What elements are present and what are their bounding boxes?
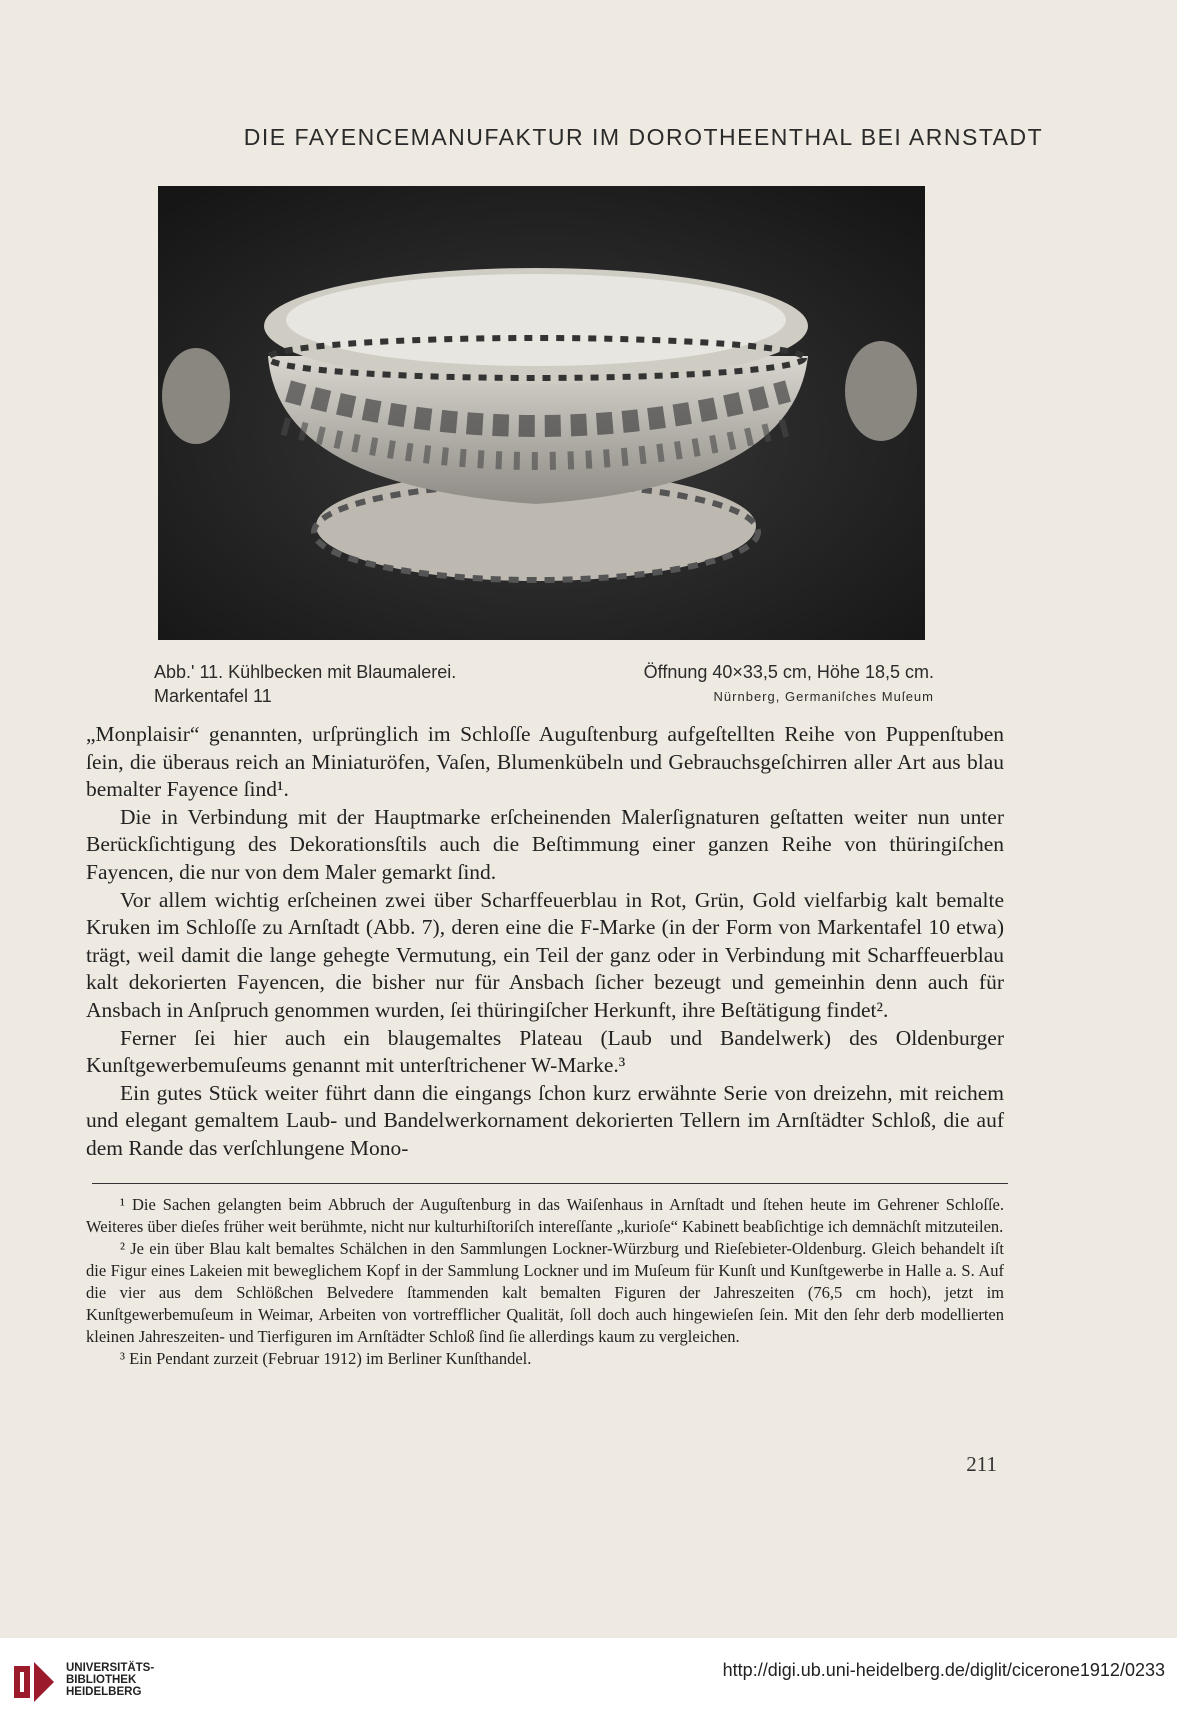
footnote: ³ Ein Pendant zurzeit (Februar 1912) im Berliner Kunſthandel.: [120, 1349, 532, 1368]
figure-location: Nürnberg, Germaniſches Muſeum: [713, 689, 934, 704]
figure-plate-reference: Markentafel 11: [154, 686, 272, 706]
figure-photo-cooling-basin: [158, 186, 925, 640]
figure-caption-title: Abb.' 11. Kühlbecken mit Blaumalerei.: [154, 662, 457, 682]
figure-caption: [154, 662, 934, 683]
faience-basin-illustration: [158, 186, 925, 640]
university-library-logo-icon: [10, 1658, 58, 1710]
figure-caption-dimensions: Öffnung 40×33,5 cm, Höhe 18,5 cm.: [643, 662, 934, 682]
footnotes: [86, 1194, 1004, 1370]
library-name: UNIVERSITÄTS- BIBLIOTHEK HEIDELBERG: [66, 1662, 155, 1698]
footnote: ² Je ein über Blau kalt bemaltes Schälchen in den Sammlungen Lockner-Würzburg und Rieſebieter-Oldenburg. Gleich behandelt iſt die Figur eines Lakeien mit beweglichem Kopf in der Sammlung Lockner und im Muſeum für Kunſt und Kunſtgewerbe in Halle a. S. Auf die vier aus dem Schlößchen Belvedere ſtammenden kalt bemalten Figuren der Jahreszeiten (76,5 cm hoch), jetzt im Kunſtgewerbemuſeum in Weimar, Arbeiten von vortrefflicher Qualität, ſoll doch auch hingewieſen ſein. Mit den ſehr derb modellierten kleinen Jahreszeiten- und Tierfiguren im Arnſtädter Schloß ſind ſie allerdings kaum zu vergleichen.: [86, 1239, 1004, 1346]
paragraph: Vor allem wichtig erſcheinen zwei über Scharffeuerblau in Rot, Grün, Gold vielfarbig kalt bemalte Kruken im Schloſſe zu Arnſtadt (Abb. 7), deren eine die F-Marke (in der Form von Markentafel 10 etwa) trägt, weil damit die lange gehegte Vermutung, ein Teil der ganz oder in Verbindung mit Scharffeuerblau kalt dekorierten Fayencen, die bisher nur für Ansbach ſicher bezeugt und gemeinhin denn auch für Ansbach in Anſpruch genommen wurden, ſei thüringiſcher Herkunft, ihre Beſtätigung findet².: [86, 887, 1004, 1022]
footnote: ¹ Die Sachen gelangten beim Abbruch der Auguſtenburg in das Waiſenhaus in Arnſtadt und ſtehen heute im Gehrener Schloſſe. Weiteres über dieſes früher weit berühmte, nicht nur kulturhiſtoriſch intereſſante „kurioſe“ Kabinett beabſichtige ich demnächſt mitzuteilen.: [86, 1195, 1004, 1236]
figure-caption-second-line: [154, 686, 934, 707]
running-header: DIE FAYENCEMANUFAKTUR IM DOROTHEENTHAL BEI ARNSTADT: [243, 124, 1044, 150]
paragraph: Die in Verbindung mit der Hauptmarke erſcheinenden Malerſignaturen geſtatten weiter nun unter Berückſichtigung des Dekorationsſtils auch die Beſtimmung einer ganzen Reihe von thüringiſchen Fayencen, die nur von dem Maler gemarkt ſind.: [86, 804, 1004, 884]
footnote-divider: [92, 1183, 1008, 1184]
paragraph: „Monplaisir“ genannten, urſprünglich im Schloſſe Auguſtenburg aufgeſtellten Reihe von Puppenſtuben ſein, die überaus reich an Miniaturöfen, Vaſen, Blumenkübeln und Gebrauchsgeſchirren aller Art aus blau bemalter Fayence ſind¹.: [86, 722, 1004, 802]
body-text: [86, 721, 1004, 1163]
page-number: 211: [966, 1452, 997, 1476]
source-url-link[interactable]: http://digi.ub.uni-heidelberg.de/diglit/cicerone1912/0233: [722, 1660, 1165, 1680]
footer-bar: [0, 1638, 1177, 1724]
paragraph: Ferner ſei hier auch ein blaugemaltes Plateau (Laub und Bandelwerk) des Oldenburger Kunſtgewerbemuſeums genannt mit unterſtrichener W-Marke.³: [86, 1025, 1004, 1078]
paragraph: Ein gutes Stück weiter führt dann die eingangs ſchon kurz erwähnte Serie von dreizehn, mit reichem und elegant gemaltem Laub- und Bandelwerkornament dekorierten Tellern im Arnſtädter Schloß, die auf dem Rande das verſchlungene Mono-: [86, 1080, 1004, 1160]
